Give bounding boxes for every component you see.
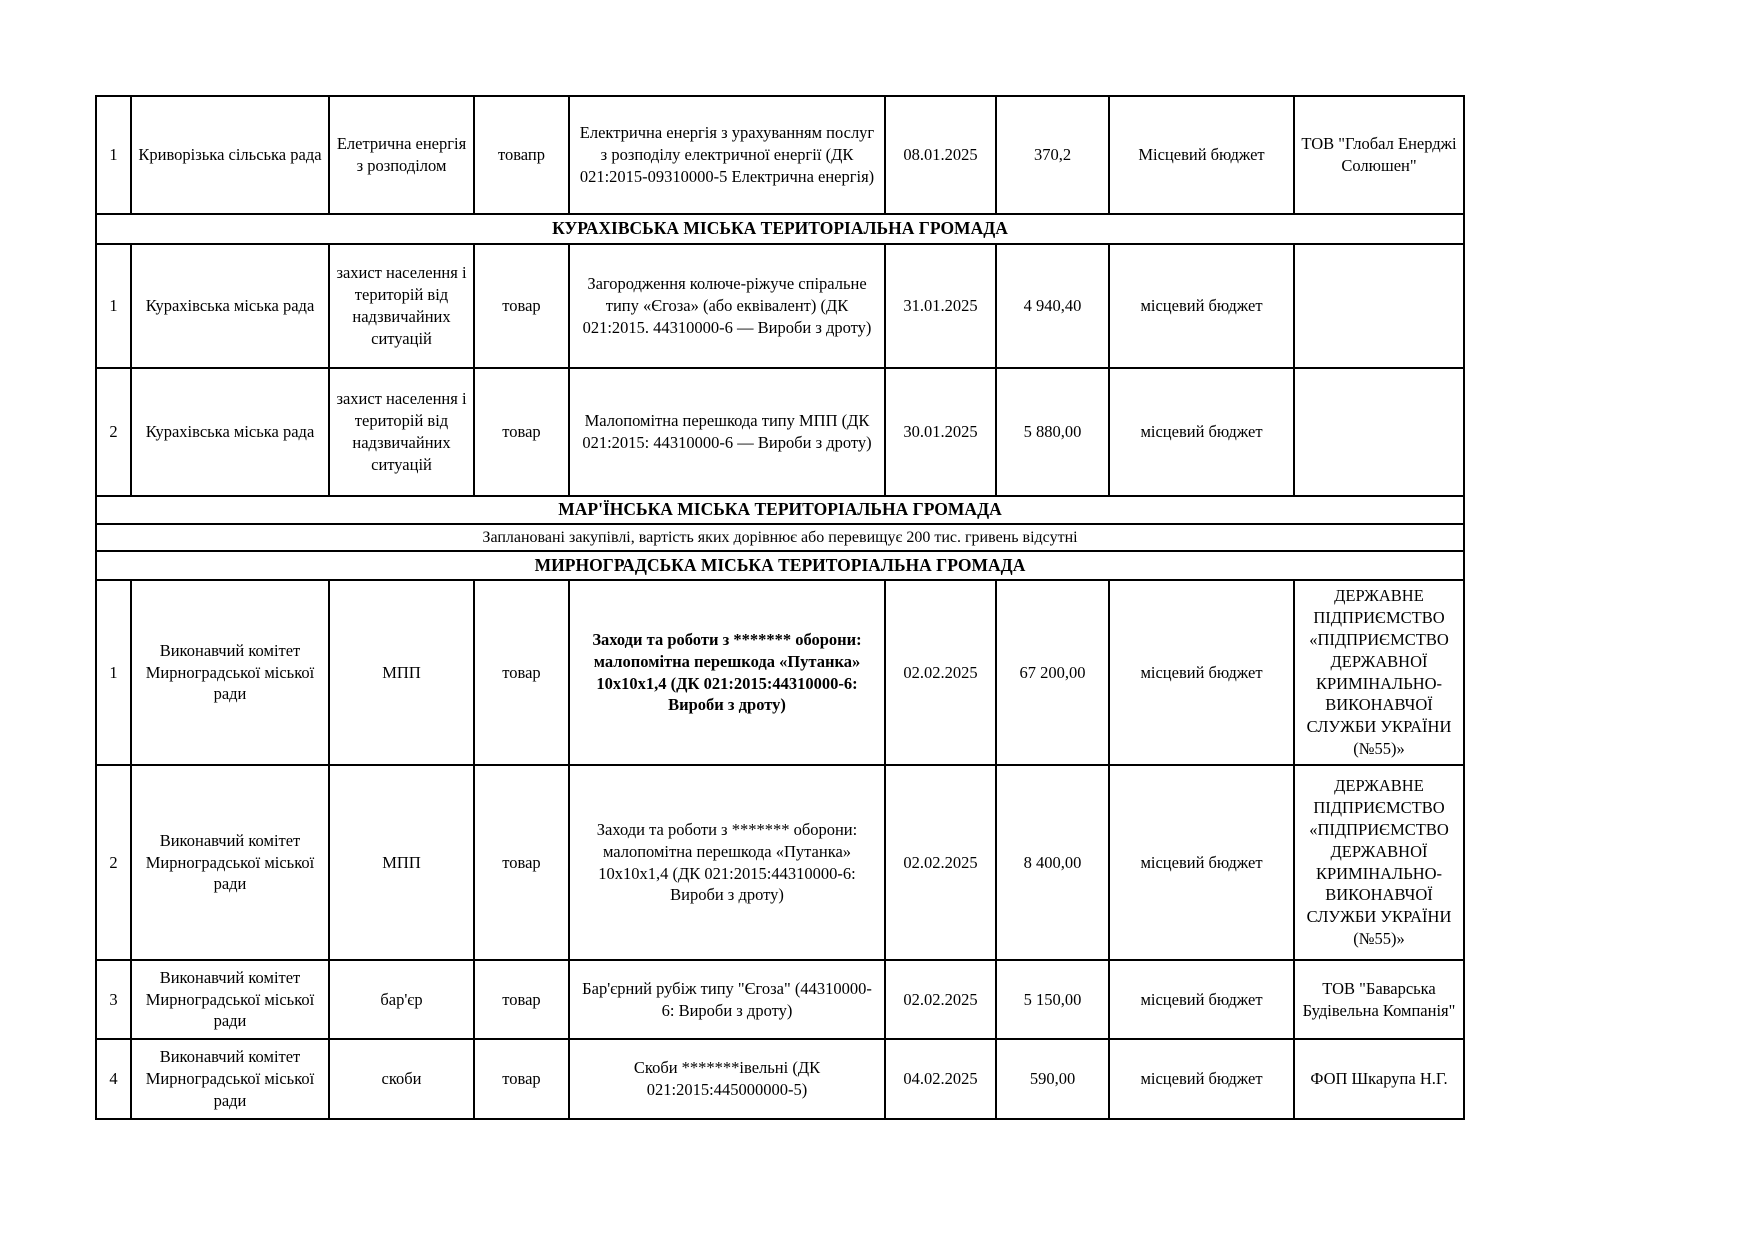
cell-row-number: 1 xyxy=(96,244,131,368)
cell-procurement-kind: товар xyxy=(474,244,569,368)
cell-amount: 4 940,40 xyxy=(996,244,1109,368)
cell-organization: Курахівська міська рада xyxy=(131,244,329,368)
cell-row-number: 4 xyxy=(96,1039,131,1119)
cell-description: Малопомітна перешкода типу МПП (ДК 021:2015: 44310000-6 — Вироби з дроту) xyxy=(569,368,885,496)
cell-budget: місцевий бюджет xyxy=(1109,368,1294,496)
cell-amount: 5 150,00 xyxy=(996,960,1109,1039)
cell-organization: Криворізька сільська рада xyxy=(131,96,329,214)
cell-date: 02.02.2025 xyxy=(885,580,996,765)
cell-subject: скоби xyxy=(329,1039,474,1119)
table-row xyxy=(96,960,1464,1039)
cell-date: 04.02.2025 xyxy=(885,1039,996,1119)
cell-subject: МПП xyxy=(329,580,474,765)
cell-budget: місцевий бюджет xyxy=(1109,244,1294,368)
cell-procurement-kind: товапр xyxy=(474,96,569,214)
cell-procurement-kind: товар xyxy=(474,368,569,496)
cell-subject: захист населення і територій від надзвичайних ситуацій xyxy=(329,244,474,368)
cell-supplier: ТОВ "Глобал Енерджі Солюшен" xyxy=(1294,96,1464,214)
cell-organization: Курахівська міська рада xyxy=(131,368,329,496)
cell-procurement-kind: товар xyxy=(474,580,569,765)
cell-subject: МПП xyxy=(329,765,474,960)
cell-description: Заходи та роботи з ******* оборони: малопомітна перешкода «Путанка» 10х10х1,4 (ДК 021:2015:44310000-6: Вироби з дроту) xyxy=(569,580,885,765)
no-procurement-note: Заплановані закупівлі, вартість яких дорівнює або перевищує 200 тис. гривень відсутні xyxy=(96,524,1464,551)
cell-subject: бар'єр xyxy=(329,960,474,1039)
cell-organization: Виконавчий комітет Мирноградської міської ради xyxy=(131,1039,329,1119)
cell-date: 31.01.2025 xyxy=(885,244,996,368)
cell-date: 02.02.2025 xyxy=(885,765,996,960)
cell-budget: місцевий бюджет xyxy=(1109,580,1294,765)
cell-organization: Виконавчий комітет Мирноградської міської ради xyxy=(131,765,329,960)
procurement-table xyxy=(95,95,1465,1120)
cell-procurement-kind: товар xyxy=(474,765,569,960)
section-header-myrnohradska xyxy=(96,551,1464,580)
cell-date: 02.02.2025 xyxy=(885,960,996,1039)
table-row xyxy=(96,1039,1464,1119)
cell-amount: 370,2 xyxy=(996,96,1109,214)
cell-amount: 5 880,00 xyxy=(996,368,1109,496)
cell-supplier: ДЕРЖАВНЕ ПІДПРИЄМСТВО «ПІДПРИЄМСТВО ДЕРЖАВНОЇ КРИМІНАЛЬНО-ВИКОНАВЧОЇ СЛУЖБИ УКРАЇНИ (№55)» xyxy=(1294,580,1464,765)
cell-date: 30.01.2025 xyxy=(885,368,996,496)
cell-supplier: ФОП Шкарупа Н.Г. xyxy=(1294,1039,1464,1119)
cell-row-number: 3 xyxy=(96,960,131,1039)
cell-subject: захист населення і територій від надзвичайних ситуацій xyxy=(329,368,474,496)
table-row xyxy=(96,368,1464,496)
cell-row-number: 1 xyxy=(96,96,131,214)
cell-date: 08.01.2025 xyxy=(885,96,996,214)
cell-description: Бар'єрний рубіж типу "Єгоза" (44310000-6: Вироби з дроту) xyxy=(569,960,885,1039)
table-row xyxy=(96,580,1464,765)
table-row xyxy=(96,244,1464,368)
cell-organization: Виконавчий комітет Мирноградської міської ради xyxy=(131,960,329,1039)
cell-amount: 8 400,00 xyxy=(996,765,1109,960)
cell-procurement-kind: товар xyxy=(474,1039,569,1119)
cell-procurement-kind: товар xyxy=(474,960,569,1039)
cell-budget: місцевий бюджет xyxy=(1109,1039,1294,1119)
table-row xyxy=(96,765,1464,960)
cell-description: Скоби *******івельні (ДК 021:2015:445000000-5) xyxy=(569,1039,885,1119)
section-header-marinska xyxy=(96,496,1464,524)
cell-description: Загородження колюче-ріжуче спіральне типу «Єгоза» (або еквівалент) (ДК 021:2015. 44310000-6 — Вироби з дроту) xyxy=(569,244,885,368)
cell-amount: 67 200,00 xyxy=(996,580,1109,765)
table-row xyxy=(96,96,1464,214)
cell-budget: Місцевий бюджет xyxy=(1109,96,1294,214)
cell-supplier: ДЕРЖАВНЕ ПІДПРИЄМСТВО «ПІДПРИЄМСТВО ДЕРЖАВНОЇ КРИМІНАЛЬНО-ВИКОНАВЧОЇ СЛУЖБИ УКРАЇНИ (№55)» xyxy=(1294,765,1464,960)
cell-description: Заходи та роботи з ******* оборони: малопомітна перешкода «Путанка» 10х10х1,4 (ДК 021:2015:44310000-6: Вироби з дроту) xyxy=(569,765,885,960)
section-title: КУРАХІВСЬКА МІСЬКА ТЕРИТОРІАЛЬНА ГРОМАДА xyxy=(96,214,1464,244)
cell-row-number: 1 xyxy=(96,580,131,765)
cell-supplier: ТОВ "Баварська Будівельна Компанія" xyxy=(1294,960,1464,1039)
cell-budget: місцевий бюджет xyxy=(1109,960,1294,1039)
cell-description: Електрична енергія з урахуванням послуг з розподілу електричної енергії (ДК 021:2015-09310000-5 Електрична енергія) xyxy=(569,96,885,214)
section-title: МИРНОГРАДСЬКА МІСЬКА ТЕРИТОРІАЛЬНА ГРОМАДА xyxy=(96,551,1464,580)
cell-subject: Елетрична енергія з розподілом xyxy=(329,96,474,214)
section-header-kurakhivska xyxy=(96,214,1464,244)
section-note-row xyxy=(96,524,1464,551)
cell-row-number: 2 xyxy=(96,765,131,960)
cell-supplier xyxy=(1294,244,1464,368)
section-title: МАР'ЇНСЬКА МІСЬКА ТЕРИТОРІАЛЬНА ГРОМАДА xyxy=(96,496,1464,524)
cell-row-number: 2 xyxy=(96,368,131,496)
cell-budget: місцевий бюджет xyxy=(1109,765,1294,960)
cell-amount: 590,00 xyxy=(996,1039,1109,1119)
cell-supplier xyxy=(1294,368,1464,496)
cell-organization: Виконавчий комітет Мирноградської міської ради xyxy=(131,580,329,765)
